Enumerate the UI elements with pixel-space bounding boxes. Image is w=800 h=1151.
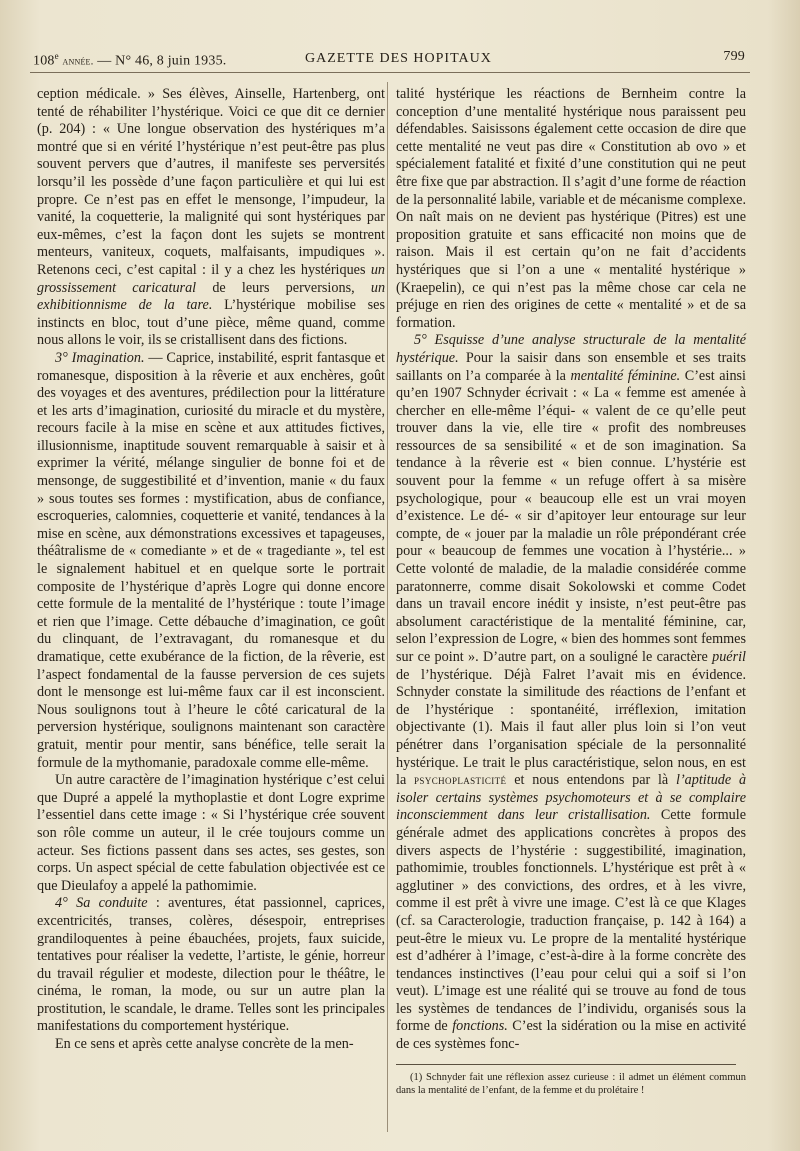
paragraph-imagination: 3° Imagination. — Caprice, instabilité, esprit fantasque et romanesque, disposition à la rêverie et aux enchères, goût des voyages et des aventures, prédilection pour la littérature et les arts d’imagination, curiosité du miracle et du mystère, recours facile à la mise en scène et aux attitudes fictives, illusionnisme, inaptitude souvent remarquable à saisir et à exprimer la vérité, mélange singulier de bonne foi et de mensonge, de suggestibilité et d’invention, manie « du faux » sous toutes ses formes : mystification, abus de confiance, escroqueries, calomnies, coquetterie et vanité, tendances à la mise en scène, aux démonstrations excessives et tapageuses, théâtralisme de « comediante » et de « tragediante », tel est le signalement habituel et en quelque sorte le portrait composite de l’hystérique d’après Logre qui donne encore cette formule de la mentalité de l’hystérique : toute l’image et rien que l’image. Cette débauche d’imagination, ce goût du clinquant, de l’extravagant, du romanesque et du dramatique, cette exubérance de la fiction, de la rêverie, est l’aspect fondamental de la fausse perversion de ces sujets dont le mensonge est lui-même faux car il est inconscient. Nous soulignons tout à l’heure le côté caricatural de la perversion hystérique, soulignons maintenant son caractère gratuit, mentir pour mentir, sans bénéfice, telle serait la formule de la mythomanie, paradoxale comme elle-même. <box>37 349 386 771</box>
section-label: 3° Imagination. <box>55 349 145 366</box>
header-rule <box>30 72 750 73</box>
issue-year: 108 <box>33 53 55 69</box>
journal-title: GAZETTE DES HOPITAUX <box>305 51 492 66</box>
paragraph: talité hystérique les réactions de Bernheim contre la conception d’une mentalité hystérique nous paraissent peu défendables. Saisissons également cette occasion de dire que cette mentalité ne veut pas dire « Constitution ab ovo » et spécialement fatalité et fixité d’une constitution qui ne peut être fixe que par abstraction. Il s’agit d’une forme de réaction de la personnalité labile, variable et de mécanisme complexe. On naît mais on ne devient pas hystérique (Pitres) est une proposition gratuite et sans efficacité non moins que de raison. Mais il est certain qu’on ne fait d’accidents hystériques que si l’on a une « mentalité hystérique » (Kraepelin), ce qui n’est pas la même chose car cela ne préjuge en rien des origines de cette « mentalité » et de sa formation. <box>396 86 746 331</box>
paragraph: ception médicale. » Ses élèves, Ainselle, Hartenberg, ont tenté de réhabiliter l’hystérique. Voici ce que dit ce dernier (p. 204) : « Une longue observation des hystériques m’a montré que si en vérité l’hystérique n’est peut-être pas plus souvent pervers que d’autres, il manifeste ses perversités lorsqu’il les possède d’une façon particulière et qui lui est propre. Ce n’est pas en effet le mensonge, l’impudeur, la vanité, la coquetterie, la malignité qui sont hystériques par eux-mêmes, c’est la façon dont les sujets se montrent menteurs, vaniteux, coquets, malfaisants, impudiques ». Retenons ceci, c’est capital : il y a chez les hystériques un grossissement caricatural de leurs perversions, un exhibitionnisme de la tare. L’hystérique mobilise ses instincts en bloc, tout d’une pièce, même quand, comme nous allons le voir, ils se cristallisent dans des fictions. <box>37 86 386 349</box>
small-caps-term: psychoplasticité <box>414 773 507 788</box>
section-label: 4° Sa conduite <box>55 895 148 912</box>
paragraph: En ce sens et après cette analyse concrète de la men- <box>55 1036 354 1053</box>
issue-number-date: — N° 46, 8 juin 1935. <box>97 53 227 69</box>
issue-year-label: année. <box>62 55 94 68</box>
left-column <box>37 86 385 1054</box>
section-label: 5° Esquisse d’une analyse structurale de la mentalité hystérique. <box>396 332 746 366</box>
issue-info <box>33 51 226 70</box>
right-column <box>396 86 746 1097</box>
issue-year-sup: e <box>54 51 59 61</box>
paragraph: Un autre caractère de l’imagination hystérique c’est celui que Dupré a appelé la mythoplastie et dont Logre exprime l’essentiel dans cette image : « Si l’hystérique crée souvent son rôle comme un auteur, il le crée toujours comme un acteur. Ses fictions passent dans ses actes, ses gestes, son corps. Un aspect spécial de cette fabulation objectivée est ce que Dieulafoy a appelé la pathomimie. <box>37 772 385 894</box>
column-divider <box>387 82 388 1132</box>
paragraph-conduite: 4° Sa conduite : aventures, état passionnel, caprices, excentricités, transes, colères, désespoir, entreprises grandiloquentes à peine ébauchées, projets, faux suicide, tentatives pour réaliser la vedette, l’artiste, le génie, horreur du travail régulier et modeste, dilection pour le théâtre, le cinéma, le roman, la mode, ou sur un autre plan la prostitution, le scandale, le drame. Telles sont les principales manifestations du comportement hystérique. <box>37 895 385 1035</box>
page-number: 799 <box>723 49 745 64</box>
footnote-rule <box>396 1064 736 1065</box>
footnote: (1) Schnyder fait une réflexion assez curieuse : il admet un élément commun dans la mentalité de l’enfant, de la femme et du prolétaire ! <box>396 1071 746 1096</box>
paragraph-esquisse: 5° Esquisse d’une analyse structurale de la mentalité hystérique. Pour la saisir dans son ensemble et ses traits saillants on l’a comparée à la mentalité féminine. C’est ainsi qu’en 1907 Schnyder écrivait : « La « femme est amenée à chercher en elle-même l’équi- « valent de ce qu’elle peut trouver dans la vie, elle tire « profit des nombreuses ressources de sa sensibilité « et de son imagination. Sa tendance à la rêverie est « bien connue. L’hystérie est souvent pour la femme « un refuge offert à sa misère psychologique, pour « beaucoup elle est un vrai moyen d’existence. Le dé- « sir d’apitoyer leur entourage sur leur compte, de « jouer par la maladie un rôle prépondérant crée pour « beaucoup de femmes une vocation à l’hystérie... » Cette volonté de maladie, de la maladie considérée comme paratonnerre, comme disait Sokolowski et comme Codet dans un travail encore inédit y insiste, n’est peut-être pas absolument caractéristique de la mentalité féminine, car, selon l’expression de Logre, « bien des hommes sont femmes sur ce point ». D’autre part, on a souligné le caractère puéril de l’hystérique. Déjà Falret l’avait mis en évidence. Schnyder constate la similitude des réactions de l’enfant et de l’hystérique : spontanéité, irréflexion, imitation objectivante (1). Mais il faut aller plus loin si l’on veut pénétrer dans l’organisation spéciale de la personnalité hystérique. Le trait le plus caractéristique, selon nous, en est la psychoplasticité et nous entendons par là l’aptitude à isoler certains systèmes psychomoteurs et à se complaire inconsciemment dans leur cristallisation. Cette formule générale admet des applications concrètes à propos des divers aspects de l’hystérie : suggestibilité, imagination, pathomimie, troubles fonctionnels. L’hystérique est prêt à « agglutiner » des convictions, des ordres, et à les vivre, comme il est prêt à vivre une image. C’est là ce que Klages (cf. sa Caracterologie, traduction française, p. 142 à 164) a peut-être le mieux vu. Le propre de la mentalité hystérique est d’adhérer à l’image, c’est-à-dire à la forme concrète des tendances instinctives (l’eau pour celui qui a soif si l’on veut). L’image est une réalité qui se trouve au fond de tous les systèmes de tendances de l’individu, organisés sous la forme de fonctions. C’est la sidération ou la mise en activité de ces systèmes fonc- <box>396 332 747 1053</box>
page-header <box>33 45 745 73</box>
